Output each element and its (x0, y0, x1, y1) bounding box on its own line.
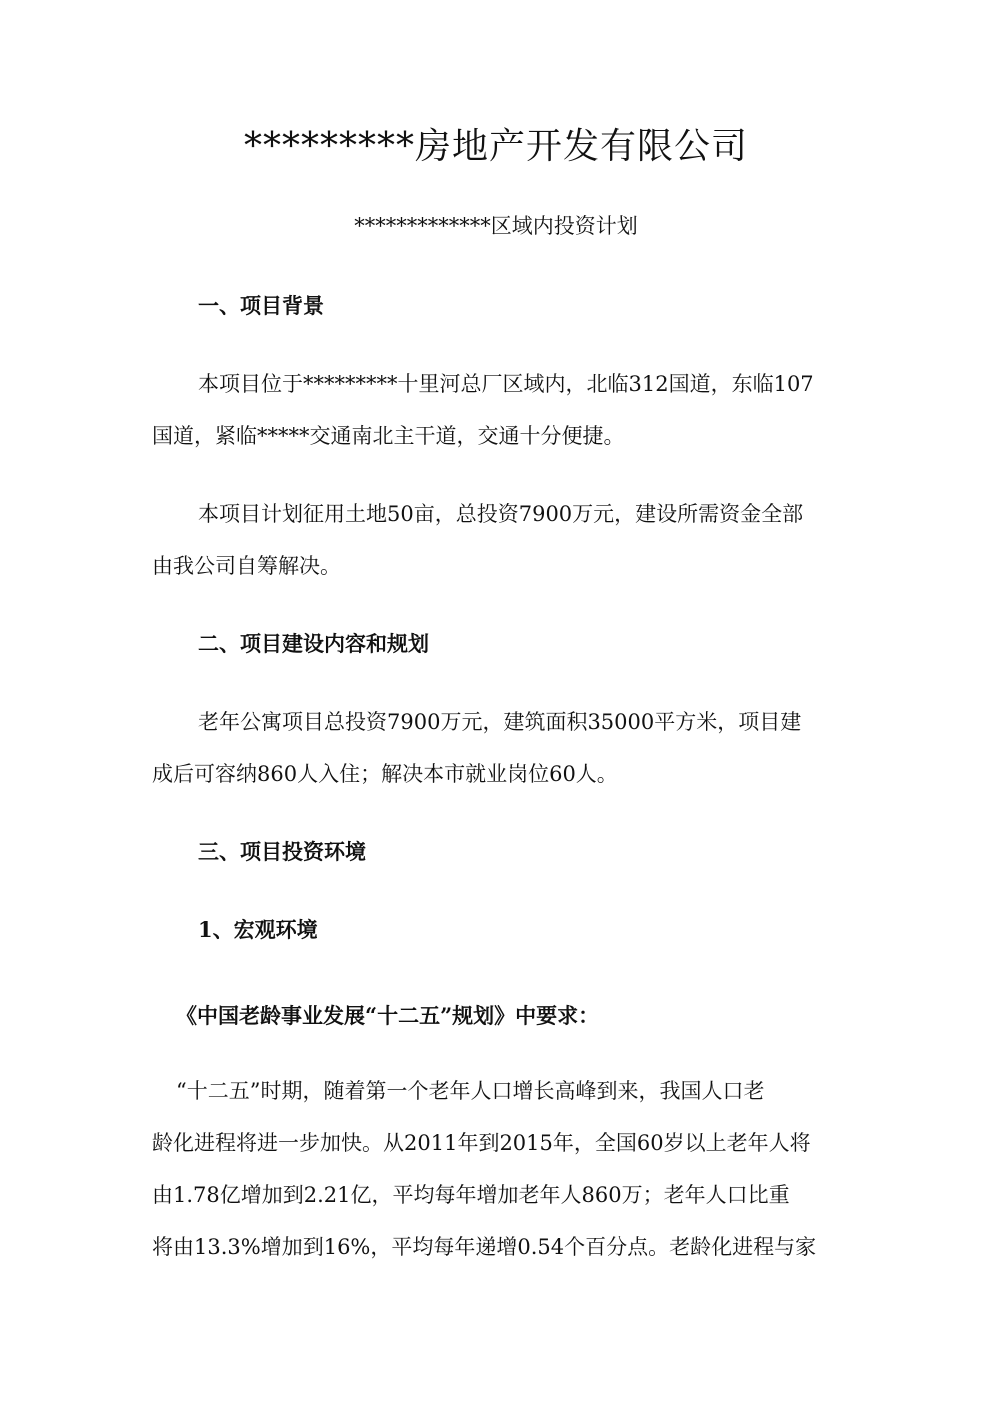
paragraph-aging-line-2: 龄化进程将进一步加快。从2011年到2015年，全国60岁以上老年人将 (152, 1131, 811, 1155)
paragraph-apartment-line-2: 成后可容纳860人入住；解决本市就业岗位60人。 (152, 762, 618, 786)
paragraph-location-line-1: 本项目位于*********十里河总厂区域内，北临312国道，东临107 (198, 372, 814, 396)
subsection-heading-macro: 1、宏观环境 (198, 917, 318, 942)
document-subtitle: *************区域内投资计划 (354, 214, 638, 238)
paragraph-apartment-line-1: 老年公寓项目总投资7900万元，建筑面积35000平方米，项目建 (198, 710, 802, 734)
section-heading-construction: 二、项目建设内容和规划 (198, 631, 429, 656)
plan-citation-heading: 《中国老龄事业发展“十二五”规划》中要求： (176, 1003, 600, 1028)
paragraph-investment-line-1: 本项目计划征用土地50亩，总投资7900万元，建设所需资金全部 (198, 502, 804, 526)
paragraph-aging-line-1: “十二五”时期，随着第一个老年人口增长高峰到来，我国人口老 (176, 1079, 765, 1103)
paragraph-aging-line-3: 由1.78亿增加到2.21亿，平均每年增加老年人860万；老年人口比重 (152, 1183, 790, 1207)
paragraph-aging-line-4: 将由13.3%增加到16%，平均每年递增0.54个百分点。老龄化进程与家 (152, 1235, 817, 1259)
paragraph-location-line-2: 国道，紧临*****交通南北主干道，交通十分便捷。 (152, 424, 625, 448)
section-heading-environment: 三、项目投资环境 (198, 839, 366, 864)
paragraph-investment-line-2: 由我公司自筹解决。 (152, 554, 341, 578)
section-heading-background: 一、项目背景 (198, 293, 324, 318)
document-title: *********房地产开发有限公司 (243, 126, 748, 167)
